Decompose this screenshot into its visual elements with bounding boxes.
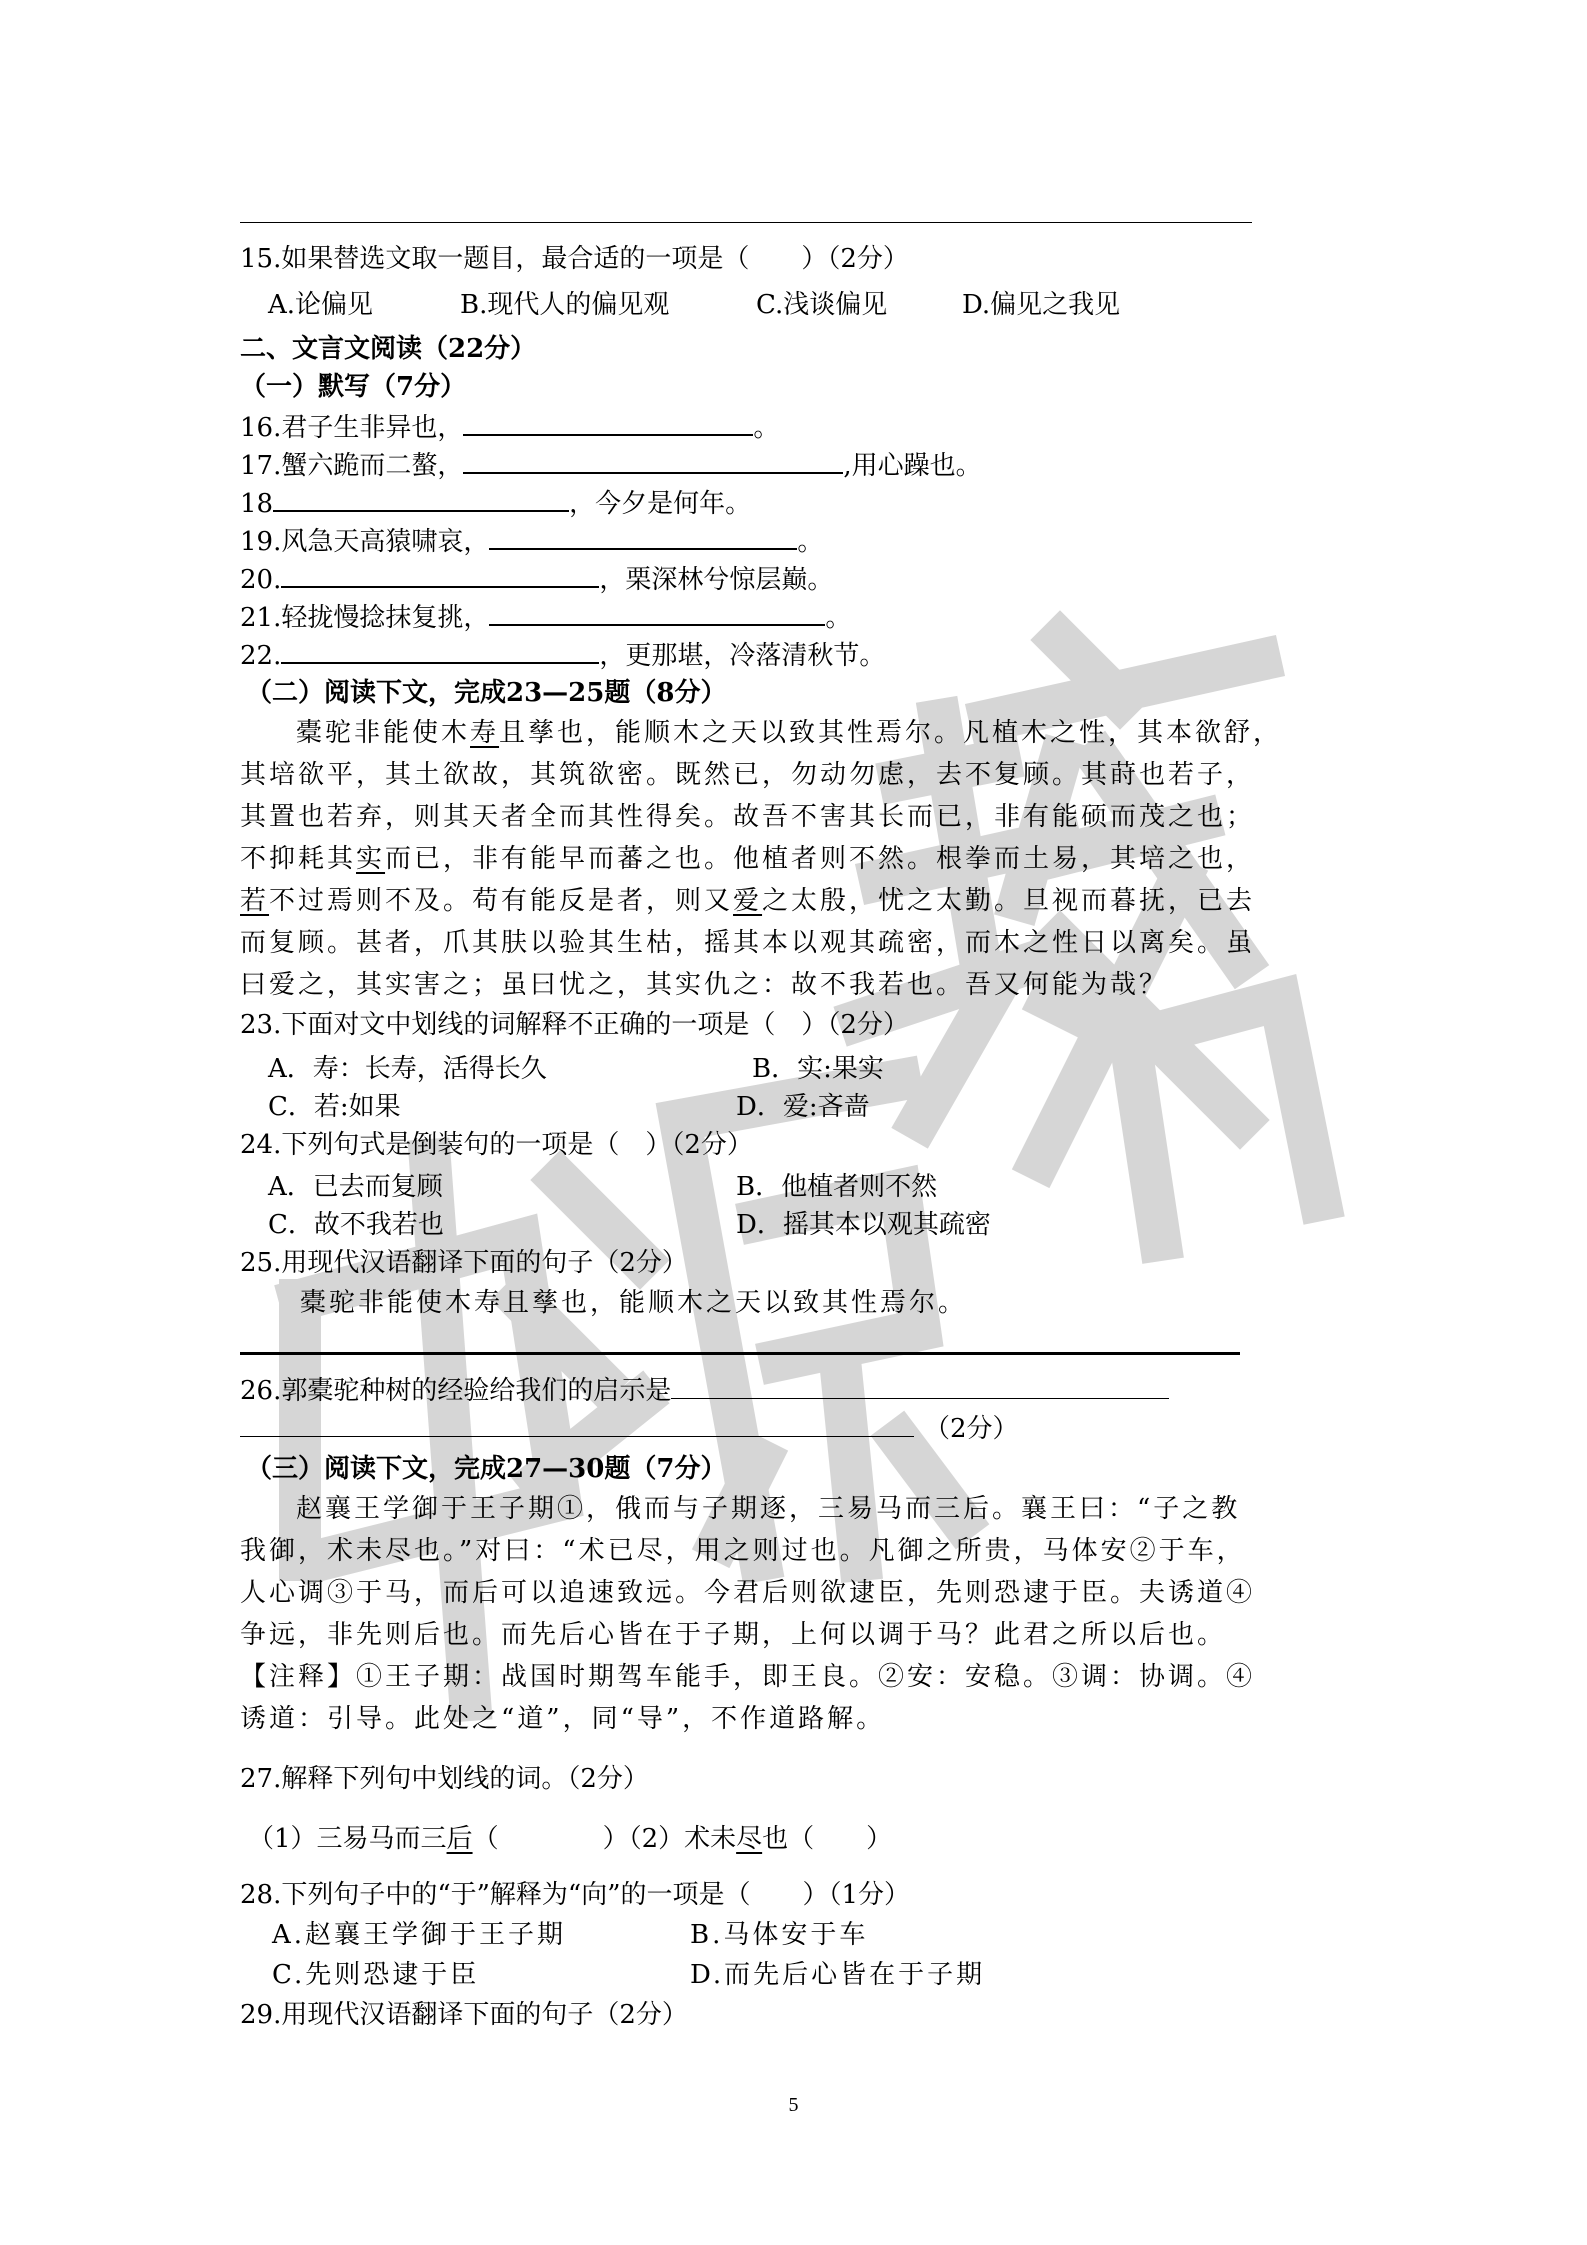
q15-option-a[interactable]: A.论偏见	[268, 290, 374, 320]
dictation-item-19	[240, 524, 823, 559]
question-26	[240, 1374, 1169, 1408]
q24-option-a[interactable]: A．已去而复顾	[268, 1172, 443, 1202]
question-24-stem: 24.下列句式是倒装句的一项是（ ）（2分）	[240, 1130, 753, 1160]
question-28-stem: 28.下列句子中的“于”解释为“向”的一项是（ ）（1分）	[240, 1880, 911, 1910]
page-number: 5	[788, 2094, 799, 2116]
answer-line[interactable]	[240, 1352, 1240, 1355]
section-2-title: 二、文言文阅读（22分）	[240, 334, 537, 364]
item-suffix: 。	[797, 527, 824, 557]
dictation-item-17	[240, 448, 982, 483]
notes-line: 【注释】①王子期：战国时期驾车能手，即王良。②安：安稳。③调：协调。④	[240, 1662, 1256, 1692]
question-27-stem: 27.解释下列句中划线的词。（2分）	[240, 1764, 649, 1794]
question-23-stem: 23.下面对文中划线的词解释不正确的一项是（ ）（2分）	[240, 1010, 909, 1040]
passage-text: 而已，非有能早而蕃之也。他植者则不然。根拳而土易，其培之也，	[385, 844, 1256, 874]
underlined-word: 若	[240, 886, 270, 916]
answer-blank[interactable]	[281, 562, 599, 588]
item-prefix: 17.蟹六跪而二螯，	[240, 451, 464, 481]
underlined-word: 后	[446, 1824, 473, 1854]
underlined-word: 实	[356, 844, 386, 874]
q28-option-d[interactable]: D.而先后心皆在于子期	[690, 1960, 986, 1990]
q15-option-b[interactable]: B.现代人的偏见观	[460, 290, 670, 320]
part-2-title: （二）阅读下文，完成23—25题（8分）	[246, 678, 727, 708]
passage-line	[240, 884, 1255, 918]
q15-option-c[interactable]: C.浅谈偏见	[756, 290, 888, 320]
passage-line: 我御，术未尽也。”对曰：“术已尽，用之则过也。凡御之所贵，马体安②于车，	[240, 1536, 1246, 1566]
q24-option-c[interactable]: C．故不我若也	[268, 1210, 444, 1240]
item-suffix: ，栗深林兮惊层巅。	[599, 565, 834, 595]
q28-option-b[interactable]: B.马体安于车	[690, 1920, 869, 1950]
answer-blank[interactable]	[240, 1412, 914, 1437]
item-suffix: ，今夕是何年。	[569, 489, 752, 519]
item-suffix: 。	[825, 603, 852, 633]
item-text: （1）三易马而三	[248, 1824, 447, 1854]
passage-line: 其培欲平，其土欲故，其筑欲密。既然已，勿动勿虑，去不复顾。其莳也若子，	[240, 760, 1256, 790]
item-prefix: 18	[240, 489, 274, 519]
answer-blank[interactable]	[671, 1374, 1169, 1399]
answer-blank[interactable]	[489, 600, 825, 626]
question-29-stem: 29.用现代汉语翻译下面的句子（2分）	[240, 2000, 688, 2030]
question-15-stem: 15.如果替选文取一题目，最合适的一项是（ ）（2分）	[240, 244, 909, 274]
q23-option-d[interactable]: D．爱:吝啬	[736, 1092, 870, 1122]
passage-line	[296, 716, 1282, 750]
passage-line: 争远，非先则后也。而先后心皆在于子期，上何以调于马？此君之所以后也。	[240, 1620, 1227, 1650]
notes-line: 诱道：引导。此处之“道”，同“导”，不作道路解。	[240, 1704, 886, 1734]
question-25-stem: 25.用现代汉语翻译下面的句子（2分）	[240, 1248, 688, 1278]
dictation-item-20	[240, 562, 833, 597]
answer-blank[interactable]	[463, 410, 753, 436]
q24-option-b[interactable]: B．他植者则不然	[736, 1172, 938, 1202]
underlined-word: 尽	[736, 1824, 763, 1854]
score-label: （2分）	[924, 1414, 1019, 1444]
answer-blank[interactable]	[273, 486, 569, 512]
q28-option-a[interactable]: A.赵襄王学御于王子期	[272, 1920, 567, 1950]
question-26-continuation	[240, 1412, 1019, 1446]
passage-text: 不过焉则不及。苟有能反是者，则又	[269, 886, 734, 916]
item-prefix: 19.风急天高猿啸哀，	[240, 527, 490, 557]
item-suffix: 。	[753, 413, 780, 443]
question-25-sentence: 橐驼非能使木寿且孳也，能顺木之天以致其性焉尔。	[300, 1288, 968, 1318]
passage-line: 其置也若弃，则其天者全而其性得矣。故吾不害其长而已，非有能硕而茂之也；	[240, 802, 1256, 832]
item-suffix: ，更那堪，冷落清秋节。	[599, 641, 886, 671]
q23-option-a[interactable]: A．寿：长寿，活得长久	[268, 1054, 547, 1084]
dictation-item-22	[240, 638, 885, 673]
answer-blank[interactable]: （ ）	[472, 1824, 629, 1854]
answer-blank[interactable]	[463, 448, 843, 474]
q24-option-d[interactable]: D．摇其本以观其疏密	[736, 1210, 991, 1240]
passage-text: 橐驼非能使木	[296, 718, 471, 748]
item-prefix: 22.	[240, 641, 282, 671]
dictation-item-21	[240, 600, 851, 635]
passage-line: 赵襄王学御于王子期①，俄而与子期逐，三易马而三后。襄王曰：“子之教	[296, 1494, 1241, 1524]
question-26-stem: 26.郭橐驼种树的经验给我们的启示是	[240, 1376, 672, 1406]
answer-line[interactable]	[240, 222, 1252, 223]
passage-text: 且孳也，能顺木之天以致其性焉尔。凡植木之性，其本欲舒，	[499, 718, 1283, 748]
dictation-item-18	[240, 486, 751, 521]
passage-text: 之太殷，忧之太勤。旦视而暮抚，已去	[762, 886, 1256, 916]
item-prefix: 21.轻拢慢捻抹复挑，	[240, 603, 490, 633]
answer-blank[interactable]	[281, 638, 599, 664]
passage-line	[240, 842, 1255, 876]
item-text: （2）术未	[628, 1824, 737, 1854]
passage-line: 而复顾。甚者，爪其肤以验其生枯，摇其本以观其疏密，而木之性日以离矣。虽	[240, 928, 1256, 958]
q23-option-c[interactable]: C．若:如果	[268, 1092, 401, 1122]
answer-blank[interactable]: （ ）	[788, 1824, 893, 1854]
answer-blank[interactable]	[489, 524, 797, 550]
part-1-title: （一）默写（7分）	[240, 372, 467, 402]
underlined-word: 爱	[733, 886, 763, 916]
question-27-items	[248, 1822, 892, 1856]
passage-line: 曰爱之，其实害之；虽曰忧之，其实仇之：故不我若也。吾又何能为哉？	[240, 970, 1169, 1000]
item-text: 也	[762, 1824, 789, 1854]
part-3-title: （三）阅读下文，完成27—30题（7分）	[246, 1454, 727, 1484]
item-prefix: 16.君子生非异也，	[240, 413, 464, 443]
dictation-item-16	[240, 410, 779, 445]
q15-option-d[interactable]: D.偏见之我见	[962, 290, 1121, 320]
q23-option-b[interactable]: B．实:果实	[752, 1054, 884, 1084]
underlined-word: 寿	[470, 718, 500, 748]
item-prefix: 20.	[240, 565, 282, 595]
passage-text: 不抑耗其	[240, 844, 357, 874]
passage-line: 人心调③于马，而后可以追速致远。今君后则欲逮臣，先则恐逮于臣。夫诱道④	[240, 1578, 1256, 1608]
item-suffix: ,用心躁也。	[843, 451, 982, 481]
q28-option-c[interactable]: C.先则恐逮于臣	[272, 1960, 480, 1990]
